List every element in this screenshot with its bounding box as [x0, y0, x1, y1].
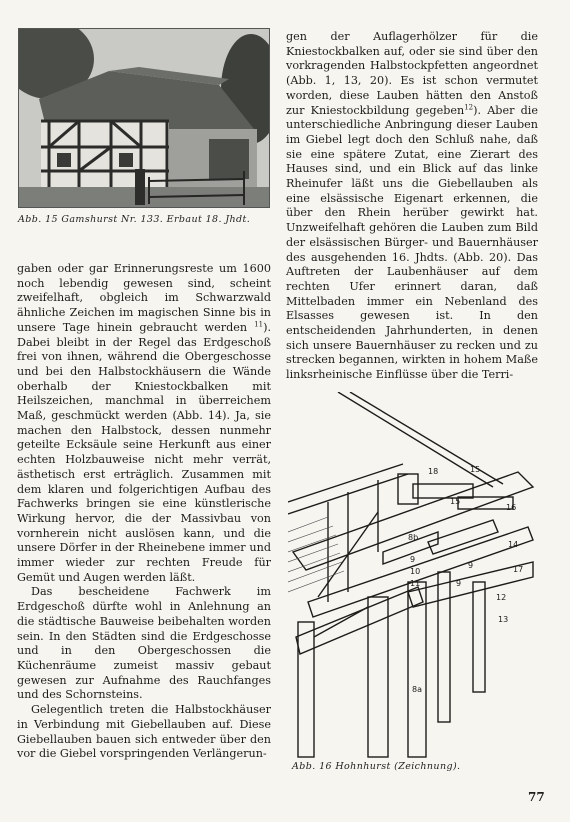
page-number: 77: [528, 790, 545, 804]
drawing-label: 15: [450, 497, 461, 506]
photo-gamshurst-house: [18, 28, 270, 208]
drawing-label: 9: [456, 579, 462, 588]
drawing-label: 15: [470, 465, 481, 474]
drawing-label: 8a: [412, 685, 422, 694]
drawing-label: 13: [498, 615, 509, 624]
paragraph: gaben oder gar Erinnerungsreste um 1600 noch lebendig gewesen sind, scheint zweifelhaft, obgleich im Schwarzwald ähnliche Zeichen im magischen Sinne bis in unsere Tage hinein gebraucht werden $^{11}$). Dabei bleibt in der Regel das Erdgeschoß frei von ihnen, während die Obergeschosse und bei den Halbstockhäusern die Wände oberhalb der Kniestockbalken mit Heilszeichen, manchmal in überreichem Maß, geschmückt werden (Abb. 14). Ja, sie machen den Halbstock, dessen nunmehr geteilte Ecksäule seine Herkunft aus einer echten Holzbauweise nicht mehr verrät, ästhetisch erst erträglich. Zusammen mit dem klaren und folgerichtigen Aufbau des Fachwerks bringen sie eine künstlerische Wirkung hervor, die der Massivbau von vornherein nicht auslösen kann, und die unsere Dörfer in der Rheinebene immer und immer wieder zur rechten Freude für Gemüt und Augen werden läßt.: [17, 262, 271, 584]
drawing-hohnhurst-timber-frame: [288, 392, 538, 758]
drawing-label: 9: [468, 561, 474, 570]
drawing-label: 16: [506, 503, 517, 512]
drawing-label: 18: [428, 467, 439, 476]
figure-15-caption: Abb. 15 Gamshurst Nr. 133. Erbaut 18. Jhdt.: [18, 214, 251, 225]
drawing-label: 10: [410, 567, 421, 576]
drawing-label: 17: [513, 565, 524, 574]
footnote-ref: 11: [254, 320, 264, 329]
paragraph: Gelegentlich treten die Halbstockhäuser in Verbindung mit Giebellauben auf. Diese Giebellauben bauen sich entweder über den vor die Giebel vorspringenden Verlängerun-: [17, 703, 271, 761]
drawing-label: 12: [496, 593, 507, 602]
drawing-label: 11: [410, 579, 421, 588]
paragraph: Das bescheidene Fachwerk im Erdgeschoß dürfte wohl in Anlehnung an die städtische Bauweise beibehalten worden sein. In den Städten sind die Erdgeschosse und in den Obergeschossen die Küchenräume zumeist massiv gebaut gewesen zur Aufnahme des Rauchfanges und des Schornsteins.: [17, 585, 271, 702]
left-text-column: [17, 262, 271, 762]
drawing-label: 8b: [408, 533, 419, 542]
drawing-label: 14: [508, 540, 519, 549]
right-text-column: [286, 30, 538, 383]
paragraph: gen der Auflagerhölzer für die Kniestockbalken auf, oder sie sind über den vorkragenden Halbstockpfetten angeordnet (Abb. 1, 13, 20). Es ist schon vermutet worden, diese Lauben hätten den Anstoß zur Kniestockbildung gegeben$^{12}$). Aber die unterschiedliche Anbringung dieser Lauben im Giebel legt doch den Schluß nahe, daß sie eine spätere Zutat, eine Zierart des Hauses sind, und ein Blick auf das linke Rheinufer läßt uns die Giebellauben als eine elsässische Eigenart erkennen, die über den Rhein herüber gewirkt hat. Unzweifelhaft gehören die Lauben zum Bild der elsässischen Bürger- und Bauernhäuser des ausgehenden 16. Jhdts. (Abb. 20). Das Auftreten der Laubenhäuser auf dem rechten Ufer erinnert daran, daß Mittelbaden immer ein Nebenland des Elsasses gewesen ist. In den entscheidenden Jahrhunderten, in denen sich unsere Bauernhäuser zu recken und zu strecken begannen, wirkten in hohem Maße linksrheinische Einflüsse über die Terri-: [286, 30, 538, 382]
drawing-label: 9: [410, 555, 416, 564]
footnote-ref: 12: [464, 102, 474, 111]
figure-16-caption: Abb. 16 Hohnhurst (Zeichnung).: [292, 761, 461, 772]
